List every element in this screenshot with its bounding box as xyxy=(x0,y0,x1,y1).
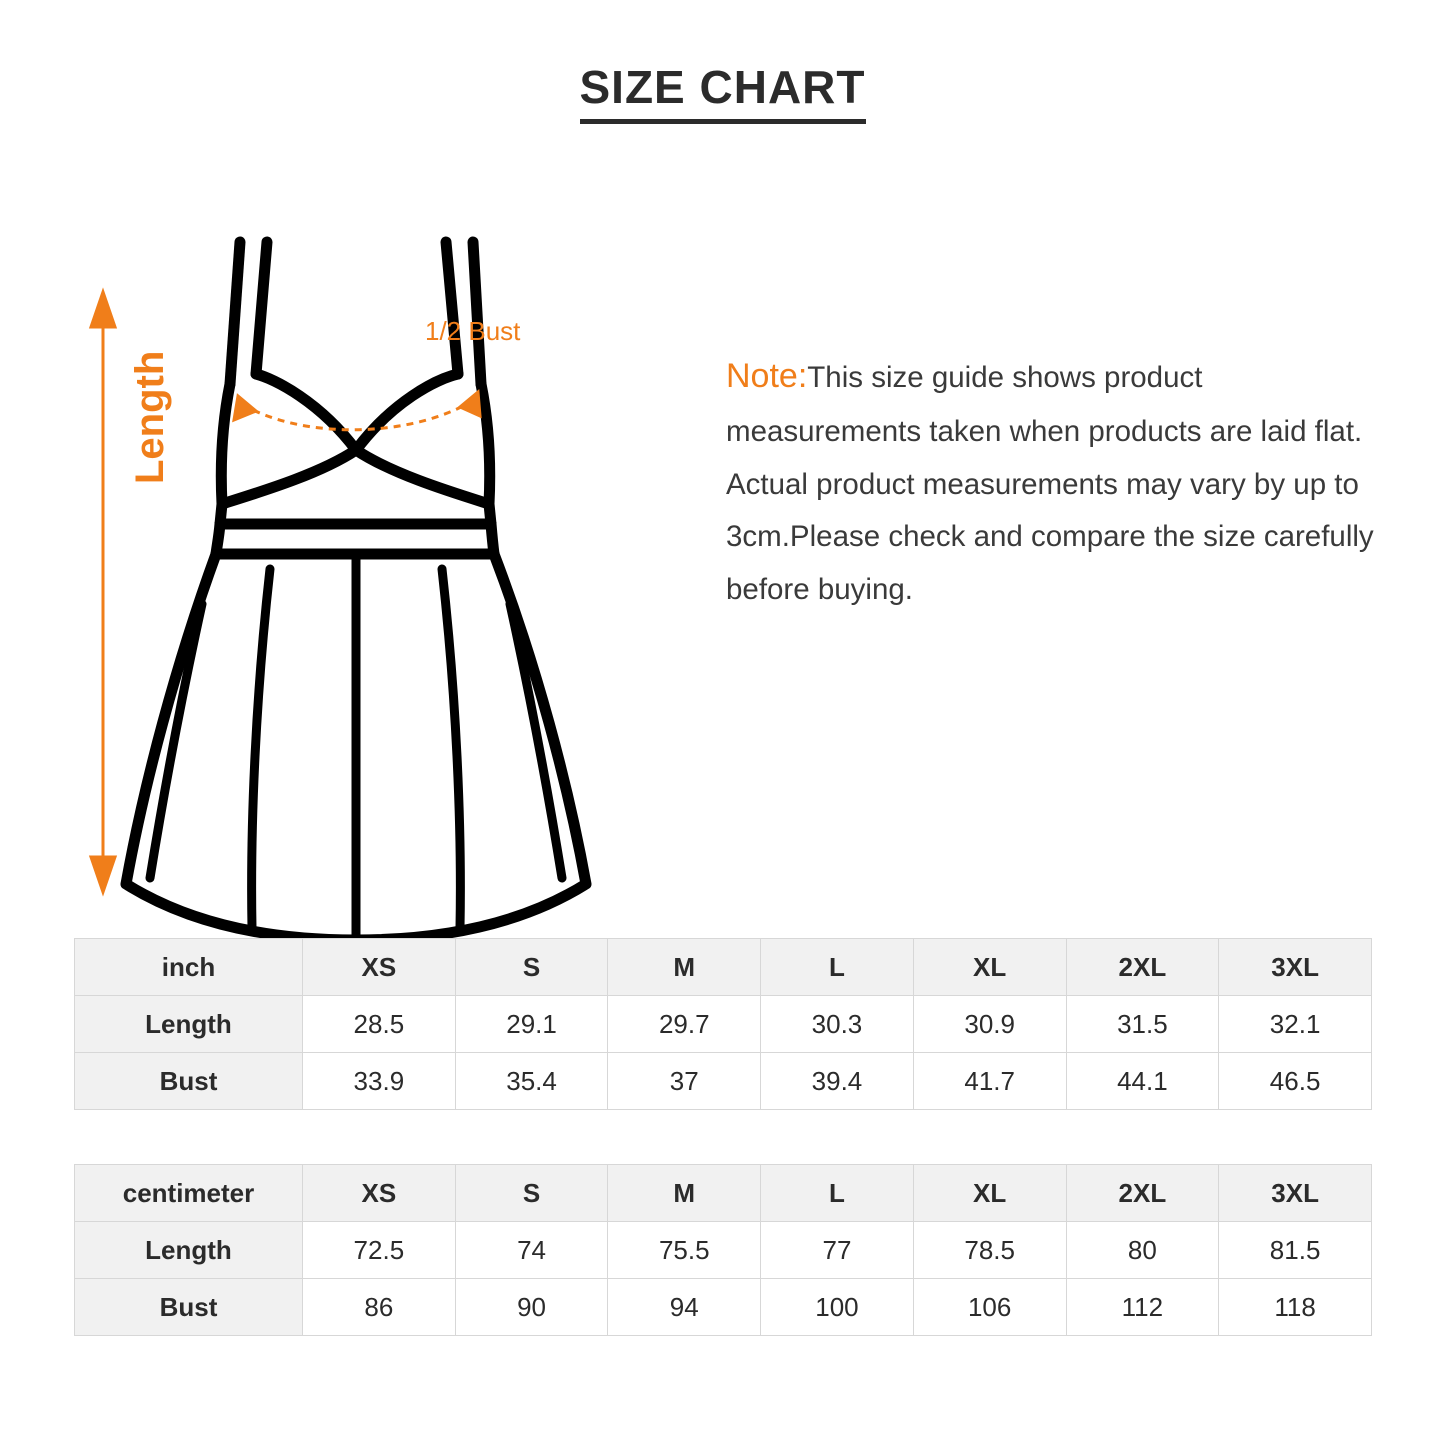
table-cell: 30.3 xyxy=(761,996,914,1053)
table-cell: 80 xyxy=(1066,1222,1219,1279)
length-arrow-icon xyxy=(91,292,115,892)
table-cell: 74 xyxy=(455,1222,608,1279)
spacer-cell xyxy=(913,1110,1066,1166)
table-cell: 100 xyxy=(761,1279,914,1336)
col-header: L xyxy=(761,1165,914,1222)
table-cell: 28.5 xyxy=(303,996,456,1053)
dress-illustration xyxy=(70,224,690,964)
col-header: S xyxy=(455,939,608,996)
row-label: Length xyxy=(75,996,303,1053)
spacer-cell xyxy=(761,1110,914,1166)
col-header: XL xyxy=(913,939,1066,996)
table-cell: 78.5 xyxy=(913,1222,1066,1279)
table-header-row xyxy=(75,939,1372,996)
note-text: This size guide shows product measurements taken when products are laid flat. Actual product measurements may vary by up to 3cm.Please check and compare the size carefully before buying. xyxy=(726,360,1374,606)
col-header: XL xyxy=(913,1165,1066,1222)
table-cell: 33.9 xyxy=(303,1053,456,1110)
table-cell: 77 xyxy=(761,1222,914,1279)
table-cell: 90 xyxy=(455,1279,608,1336)
col-header: 3XL xyxy=(1219,939,1372,996)
table-cell: 31.5 xyxy=(1066,996,1219,1053)
note-keyword: Note: xyxy=(726,356,808,395)
table-cell: 118 xyxy=(1219,1279,1372,1336)
col-header: 3XL xyxy=(1219,1165,1372,1222)
page-title: SIZE CHART xyxy=(580,62,866,124)
spacer-cell xyxy=(608,1110,761,1166)
table-cell: 41.7 xyxy=(913,1053,1066,1110)
col-header: L xyxy=(761,939,914,996)
row-label: Bust xyxy=(75,1279,303,1336)
table-cell: 35.4 xyxy=(455,1053,608,1110)
table-cell: 94 xyxy=(608,1279,761,1336)
length-label: Length xyxy=(128,350,172,484)
page-title-wrapper xyxy=(0,0,1445,124)
bust-measure-arrow-icon xyxy=(234,392,480,430)
illustration-and-note-section xyxy=(0,124,1445,884)
table-cell: 112 xyxy=(1066,1279,1219,1336)
col-header: M xyxy=(608,1165,761,1222)
col-header: 2XL xyxy=(1066,1165,1219,1222)
row-label: Bust xyxy=(75,1053,303,1110)
table-row xyxy=(75,1279,1372,1336)
table-cell: 75.5 xyxy=(608,1222,761,1279)
table-cell: 29.1 xyxy=(455,996,608,1053)
table-cell: 46.5 xyxy=(1219,1053,1372,1110)
table-spacer xyxy=(74,1110,1372,1164)
size-tables xyxy=(74,938,1372,1336)
table-cell: 30.9 xyxy=(913,996,1066,1053)
col-header: XS xyxy=(303,1165,456,1222)
note-block xyxy=(726,346,1398,617)
table-cell: 44.1 xyxy=(1066,1053,1219,1110)
spacer-cell xyxy=(455,1110,608,1166)
table-cell: 106 xyxy=(913,1279,1066,1336)
col-header: M xyxy=(608,939,761,996)
table-header-row xyxy=(75,1165,1372,1222)
spacer-cell xyxy=(1066,1110,1219,1166)
table-cell: 72.5 xyxy=(303,1222,456,1279)
size-table-inch xyxy=(74,938,1372,1110)
table-cell: 39.4 xyxy=(761,1053,914,1110)
unit-label-inch: inch xyxy=(75,939,303,996)
col-header: 2XL xyxy=(1066,939,1219,996)
table-cell: 32.1 xyxy=(1219,996,1372,1053)
table-cell: 37 xyxy=(608,1053,761,1110)
spacer-cell xyxy=(1219,1110,1372,1166)
table-cell: 29.7 xyxy=(608,996,761,1053)
table-row xyxy=(75,996,1372,1053)
spacer-cell xyxy=(74,1110,302,1166)
unit-label-centimeter: centimeter xyxy=(75,1165,303,1222)
col-header: S xyxy=(455,1165,608,1222)
size-table-centimeter xyxy=(74,1164,1372,1336)
row-label: Length xyxy=(75,1222,303,1279)
col-header: XS xyxy=(303,939,456,996)
table-row xyxy=(75,1222,1372,1279)
table-row xyxy=(75,1053,1372,1110)
spacer-cell xyxy=(302,1110,455,1166)
table-cell: 86 xyxy=(303,1279,456,1336)
table-cell: 81.5 xyxy=(1219,1222,1372,1279)
bust-label: 1/2 Bust xyxy=(425,315,521,346)
